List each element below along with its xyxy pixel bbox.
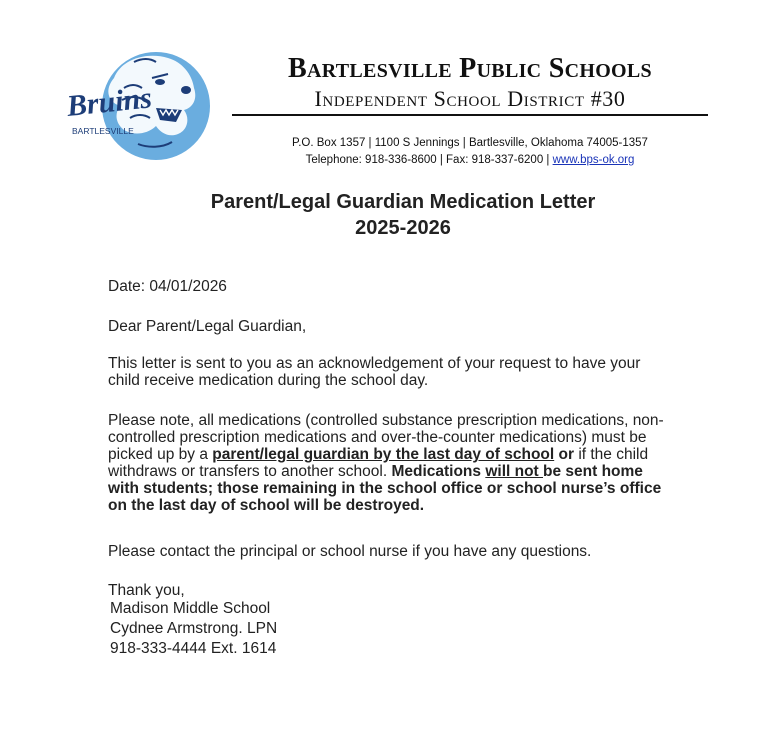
- signature-nurse: Cydnee Armstrong. LPN: [110, 620, 278, 637]
- letter-title: [0, 189, 780, 241]
- district-address: P.O. Box 1357 | 1100 S Jennings | Bartlesville, Oklahoma 74005-1357: [292, 137, 648, 149]
- paragraph-acknowledgement: This letter is sent to you as an acknowledgement of your request to have your child receive medication during the school day.: [108, 355, 641, 389]
- signature-phone: 918-333-4444 Ext. 1614: [110, 640, 277, 657]
- letter-title-line1: Parent/Legal Guardian Medication Letter: [210, 191, 596, 213]
- pickup-text-middle: if the child withdraws or transfers to another school.: [108, 446, 649, 480]
- paragraph-pickup-policy: [108, 412, 668, 514]
- district-subtitle: Independent School District #30: [314, 86, 626, 111]
- website-link[interactable]: www.bps-ok.org: [552, 154, 635, 166]
- bear-icon: [64, 48, 212, 168]
- pickup-text-intro: Please note, all medications (controlled substance prescription medications, non-controlled prescription medications and over-the-counter medications) must be picked up by a: [108, 412, 664, 463]
- pickup-deadline-emphasis: parent/legal guardian by the last day of school: [212, 446, 555, 463]
- bruins-logo: [64, 48, 212, 168]
- letter-title-year: 2025-2026: [355, 217, 451, 239]
- phone-fax: Telephone: 918-336-8600 | Fax: 918-337-6200 |: [305, 154, 553, 166]
- logo-city: BARTLESVILLE: [72, 126, 134, 136]
- salutation: Dear Parent/Legal Guardian,: [108, 318, 307, 335]
- district-contact: [232, 152, 708, 168]
- district-name: Bartlesville Public Schools: [288, 53, 652, 84]
- destroyed-warning: be sent home with students; those remaining in the school office or school nurse’s office on the last day of school will be destroyed.: [108, 463, 662, 514]
- letter-date: Date: 04/01/2026: [108, 278, 227, 295]
- pickup-or: or: [554, 446, 575, 463]
- will-not-emphasis: will not: [485, 463, 544, 480]
- paragraph-contact: Please contact the principal or school nurse if you have any questions.: [108, 543, 592, 560]
- header-divider: [232, 114, 708, 116]
- medications-label: Medications: [391, 463, 486, 480]
- closing: Thank you,: [108, 582, 185, 599]
- signature-school: Madison Middle School: [110, 600, 271, 617]
- logo-word: Bruins: [65, 81, 154, 123]
